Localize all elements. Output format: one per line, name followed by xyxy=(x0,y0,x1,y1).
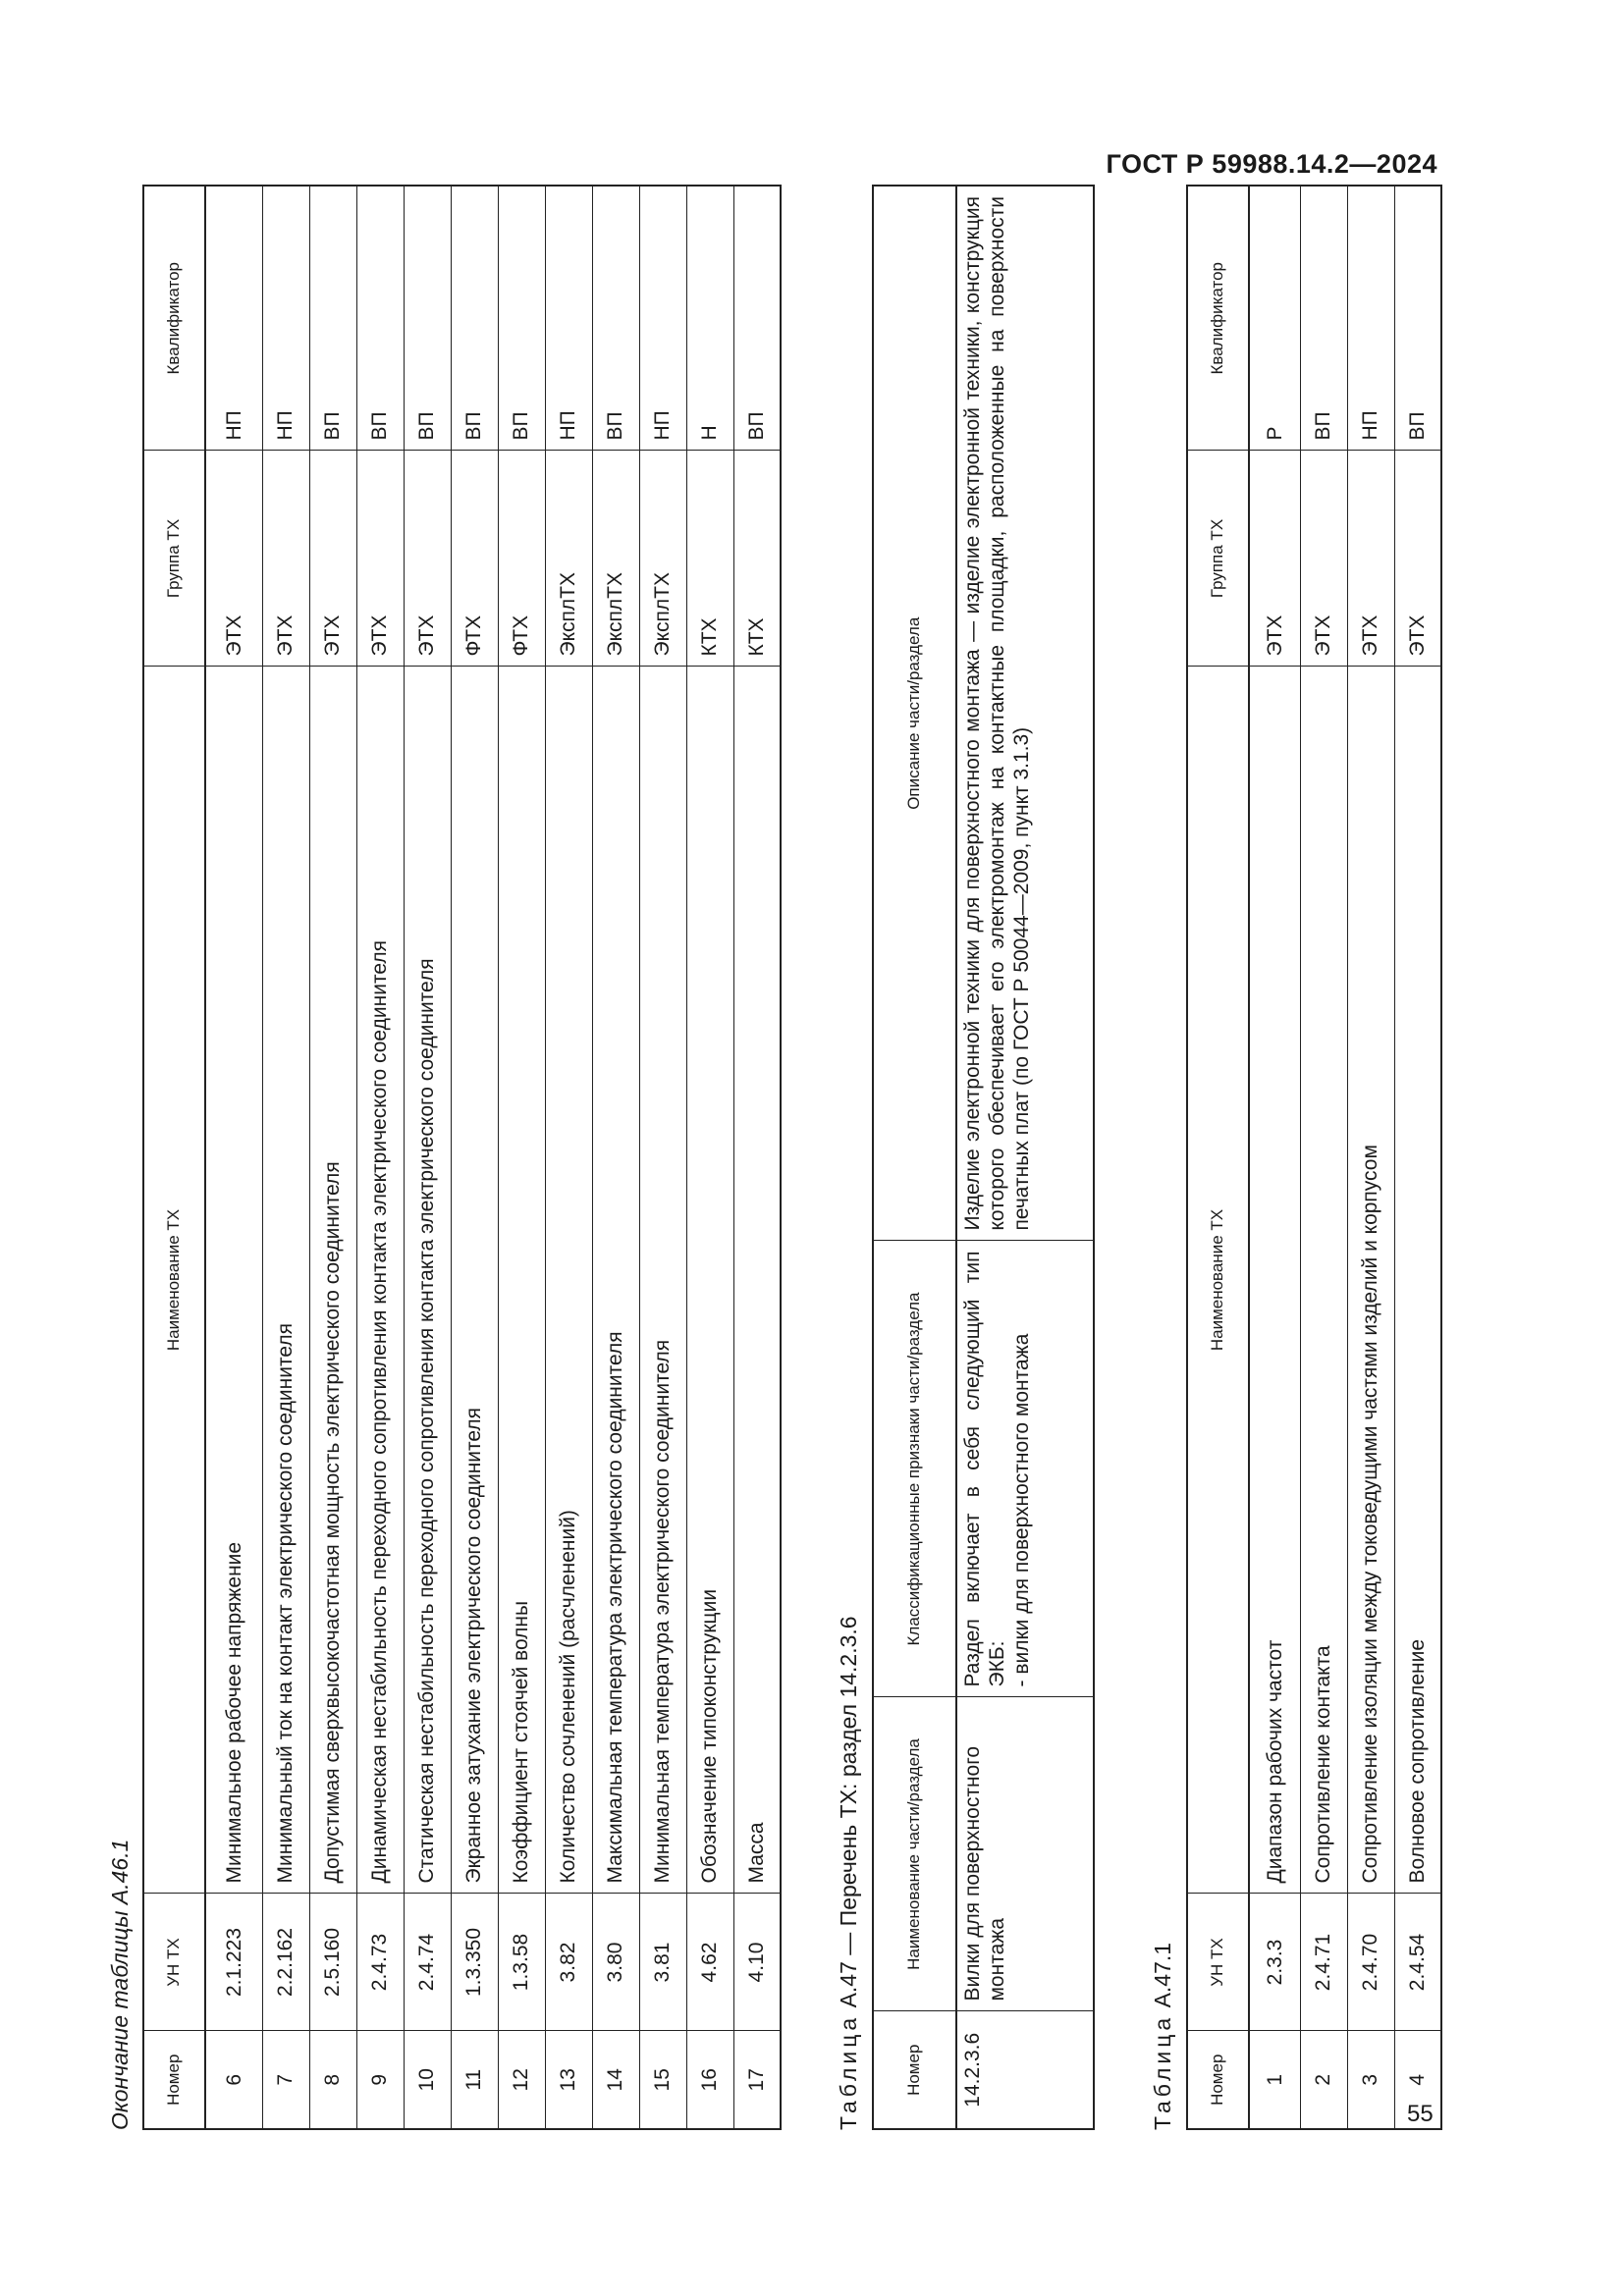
cell-number: 16 xyxy=(686,2031,733,2129)
table-row xyxy=(262,186,309,2129)
table-row xyxy=(404,186,451,2129)
cell-group: ЭТХ xyxy=(404,451,451,667)
document-number: ГОСТ Р 59988.14.2—2024 xyxy=(1106,149,1437,179)
cell-number: 8 xyxy=(309,2031,356,2129)
table-row xyxy=(1249,186,1300,2129)
table-header-row xyxy=(143,186,205,2129)
cell-qualifier: НП xyxy=(545,186,592,451)
cell-qualifier: Р xyxy=(1249,186,1300,451)
cell-group: ЭТХ xyxy=(205,451,262,667)
table-row xyxy=(639,186,686,2129)
cell-name: Статическая нестабильность переходного сопротивления контакта электрического соединителя xyxy=(404,667,451,1894)
column-header: Группа ТХ xyxy=(143,451,205,667)
table-row xyxy=(451,186,498,2129)
cell-code: 2.4.71 xyxy=(1300,1894,1347,2031)
cell-name: Допустимая сверхвысокочастотная мощность электрического соединителя xyxy=(309,667,356,1894)
cell-number: 3 xyxy=(1347,2031,1394,2129)
cell-name: Коэффициент стоячей волны xyxy=(498,667,545,1894)
table-row xyxy=(956,186,1094,2129)
cell-group: ЭТХ xyxy=(1347,451,1394,667)
cell-classification: Раздел включает в себя следующий тип ЭКБ: - вилки для поверхностного монтажа xyxy=(956,1241,1094,1697)
table-a47 xyxy=(872,185,1095,2130)
cell-code: 2.4.54 xyxy=(1394,1894,1441,2031)
cell-number: 1 xyxy=(1249,2031,1300,2129)
cell-name: Максимальная температура электрического соединителя xyxy=(592,667,639,1894)
column-header: Описание части/раздела xyxy=(873,186,956,1241)
cell-number: 7 xyxy=(262,2031,309,2129)
cell-group: КТХ xyxy=(686,451,733,667)
table-row xyxy=(1300,186,1347,2129)
cell-name: Количество сочленений (расчленений) xyxy=(545,667,592,1894)
cell-group: ЭТХ xyxy=(309,451,356,667)
table-row xyxy=(545,186,592,2129)
table-header-row xyxy=(873,186,956,2129)
column-header: Наименование части/раздела xyxy=(873,1697,956,2011)
cell-group: ЭксплТХ xyxy=(639,451,686,667)
cell-group: КТХ xyxy=(733,451,781,667)
cell-qualifier: ВП xyxy=(451,186,498,451)
cell-group: ФТХ xyxy=(498,451,545,667)
table-row xyxy=(498,186,545,2129)
table-a461 xyxy=(142,185,782,2130)
cell-name: Минимальный ток на контакт электрического соединителя xyxy=(262,667,309,1894)
table-a47-caption-prefix: Таблица xyxy=(836,2013,861,2130)
cell-code: 4.62 xyxy=(686,1894,733,2031)
table-row xyxy=(1394,186,1441,2129)
cell-number: 15 xyxy=(639,2031,686,2129)
cell-number: 12 xyxy=(498,2031,545,2129)
cell-code: 4.10 xyxy=(733,1894,781,2031)
column-header: Номер xyxy=(1187,2031,1249,2129)
cell-name: Обозначение типоконструкции xyxy=(686,667,733,1894)
table-row xyxy=(733,186,781,2129)
rotated-content xyxy=(98,187,1551,2130)
cell-code: 2.1.223 xyxy=(205,1894,262,2031)
cell-code: 2.4.74 xyxy=(404,1894,451,2031)
cell-qualifier: НП xyxy=(205,186,262,451)
cell-qualifier: ВП xyxy=(733,186,781,451)
table-row xyxy=(309,186,356,2129)
cell-code: 2.2.162 xyxy=(262,1894,309,2031)
cell-qualifier: ВП xyxy=(309,186,356,451)
cell-group: ЭТХ xyxy=(356,451,404,667)
cell-qualifier: ВП xyxy=(356,186,404,451)
table-row xyxy=(1347,186,1394,2129)
table-a471-caption-prefix: Таблица xyxy=(1150,2013,1175,2130)
cell-number: 2 xyxy=(1300,2031,1347,2129)
cell-name: Динамическая нестабильность переходного сопротивления контакта электрического соединителя xyxy=(356,667,404,1894)
cell-name: Масса xyxy=(733,667,781,1894)
table-row xyxy=(686,186,733,2129)
table-a471 xyxy=(1186,185,1442,2130)
cell-qualifier: ВП xyxy=(1394,186,1441,451)
column-header: УН ТХ xyxy=(1187,1894,1249,2031)
table-row xyxy=(205,186,262,2129)
table-a461-block xyxy=(98,185,782,2130)
cell-qualifier: ВП xyxy=(404,186,451,451)
column-header: Классификационные признаки части/раздела xyxy=(873,1241,956,1697)
cell-group: ЭТХ xyxy=(1394,451,1441,667)
cell-qualifier: ВП xyxy=(1300,186,1347,451)
cell-name: Волновое сопротивление xyxy=(1394,667,1441,1894)
table-a471-caption xyxy=(1139,185,1186,2130)
cell-group: ЭксплТХ xyxy=(592,451,639,667)
cell-code: 2.4.73 xyxy=(356,1894,404,2031)
table-a471-caption-text: А.47.1 xyxy=(1150,1942,1175,2014)
cell-code: 1.3.58 xyxy=(498,1894,545,2031)
cell-qualifier: НП xyxy=(262,186,309,451)
cell-number: 14 xyxy=(592,2031,639,2129)
column-header: Квалификатор xyxy=(143,186,205,451)
cell-name: Сопротивление изоляции между токоведущими частями изделий и корпусом xyxy=(1347,667,1394,1894)
cell-name: Минимальная температура электрического соединителя xyxy=(639,667,686,1894)
column-header: Квалификатор xyxy=(1187,186,1249,451)
table-a461-caption: Окончание таблицы А.46.1 xyxy=(107,1839,133,2130)
cell-code: 3.81 xyxy=(639,1894,686,2031)
cell-description: Изделие электронной техники для поверхностного монтажа — изделие электронной техники, конструкция которого обеспечивает его электромонтаж на контактные площадки, расположенные на поверхности печатных плат (по ГОСТ Р 50044—2009, пункт 3.1.3) xyxy=(956,186,1094,1241)
cell-number: 6 xyxy=(205,2031,262,2129)
cell-code: 2.4.70 xyxy=(1347,1894,1394,2031)
cell-number: 9 xyxy=(356,2031,404,2129)
cell-qualifier: ВП xyxy=(498,186,545,451)
cell-qualifier: Н xyxy=(686,186,733,451)
column-header: Группа ТХ xyxy=(1187,451,1249,667)
cell-number: 14.2.3.6 xyxy=(956,2011,1094,2129)
cell-code: 1.3.350 xyxy=(451,1894,498,2031)
cell-group: ЭТХ xyxy=(1300,451,1347,667)
cell-number: 4 xyxy=(1394,2031,1441,2129)
cell-group: ФТХ xyxy=(451,451,498,667)
cell-name: Экранное затухание электрического соединителя xyxy=(451,667,498,1894)
cell-name: Минимальное рабочее напряжение xyxy=(205,667,262,1894)
table-a471-block xyxy=(1139,185,1442,2130)
cell-group: ЭТХ xyxy=(262,451,309,667)
cell-number: 11 xyxy=(451,2031,498,2129)
cell-qualifier: ВП xyxy=(592,186,639,451)
cell-name: Диапазон рабочих частот xyxy=(1249,667,1300,1894)
cell-part-name: Вилки для поверхностного монтажа xyxy=(956,1697,1094,2011)
table-row xyxy=(356,186,404,2129)
table-header-row xyxy=(1187,186,1249,2129)
cell-code: 3.80 xyxy=(592,1894,639,2031)
column-header: УН ТХ xyxy=(143,1894,205,2031)
cell-name: Сопротивление контакта xyxy=(1300,667,1347,1894)
page-number: 55 xyxy=(1407,2101,1434,2127)
cell-code: 3.82 xyxy=(545,1894,592,2031)
cell-group: ЭксплТХ xyxy=(545,451,592,667)
cell-code: 2.5.160 xyxy=(309,1894,356,2031)
table-row xyxy=(592,186,639,2129)
cell-qualifier: НП xyxy=(639,186,686,451)
table-a47-block xyxy=(825,185,1095,2130)
cell-number: 13 xyxy=(545,2031,592,2129)
column-header: Номер xyxy=(873,2011,956,2129)
cell-group: ЭТХ xyxy=(1249,451,1300,667)
cell-code: 2.3.3 xyxy=(1249,1894,1300,2031)
table-a47-caption xyxy=(825,185,872,2130)
column-header: Наименование ТХ xyxy=(143,667,205,1894)
cell-qualifier: НП xyxy=(1347,186,1394,451)
column-header: Наименование ТХ xyxy=(1187,667,1249,1894)
column-header: Номер xyxy=(143,2031,205,2129)
cell-number: 10 xyxy=(404,2031,451,2129)
cell-number: 17 xyxy=(733,2031,781,2129)
table-a47-caption-text: А.47 — Перечень ТХ: раздел 14.2.3.6 xyxy=(836,1616,861,2014)
